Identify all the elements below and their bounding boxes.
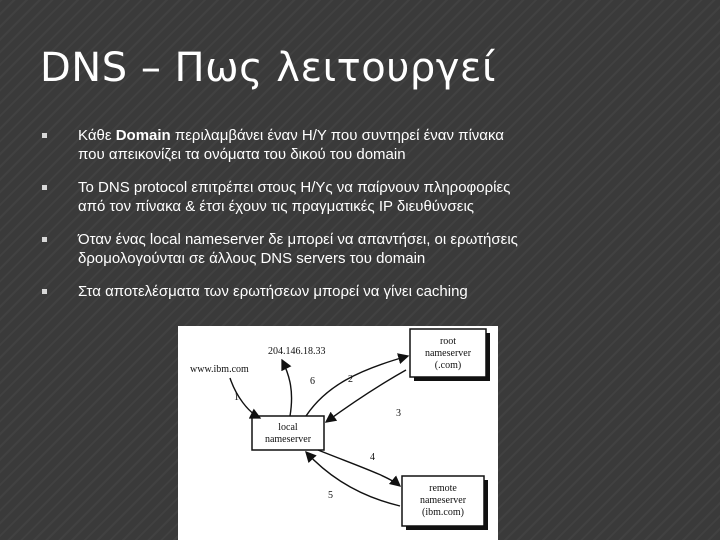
- step-label-4: 4: [370, 452, 375, 463]
- arrow-step-6: [282, 360, 292, 416]
- bullet-item: [40, 230, 680, 268]
- bullet-text: Στα αποτελέσματα των ερωτήσεων μπορεί να γίνει caching: [78, 283, 468, 300]
- bullet-marker: [42, 237, 47, 242]
- arrow-step-5: [306, 452, 400, 506]
- remote-label-3: (ibm.com): [422, 507, 464, 518]
- root-label-3: (.com): [434, 360, 462, 371]
- dns-diagram-svg: [178, 326, 498, 540]
- bullet-item: [40, 178, 680, 216]
- bullet-item: [40, 282, 680, 301]
- arrow-step-2: [306, 356, 408, 416]
- bullet-marker: [42, 185, 47, 190]
- root-label-2: nameserver: [424, 348, 472, 359]
- step-label-1: 1: [234, 392, 239, 403]
- slide-title: DNS – Πως λειτουργεί: [40, 45, 497, 91]
- remote-label-1: remote: [429, 483, 457, 494]
- remote-label-2: nameserver: [419, 495, 467, 506]
- bullet-text: Το DNS protocol επιτρέπει στους Η/Υς να παίρνουν πληροφορίες από τον πίνακα & έτσι έχουν τις πραγματικές IP διευθύνσεις: [78, 179, 511, 215]
- arrow-step-3: [326, 370, 406, 422]
- local-label-2: nameserver: [264, 434, 312, 445]
- local-label-1: local: [278, 422, 298, 433]
- bullet-list: [40, 126, 680, 315]
- root-label-1: root: [439, 336, 457, 347]
- bullet-text: Όταν ένας local nameserver δε μπορεί να απαντήσει, οι ερωτήσεις δρομολογούνται σε άλλους DNS servers του domain: [78, 231, 518, 267]
- step-label-2: 2: [348, 374, 353, 385]
- bullet-text: Κάθε Domain περιλαμβάνει έναν Η/Υ που συντηρεί έναν πίνακα που απεικονίζει τα ονόματα του δικού του domain: [78, 127, 504, 163]
- bullet-bold-text: Domain: [115, 127, 171, 144]
- dns-diagram: [178, 326, 498, 540]
- arrow-step-4: [318, 450, 400, 486]
- host-name-label: www.ibm.com: [190, 364, 249, 375]
- step-label-5: 5: [328, 490, 333, 501]
- bullet-marker: [42, 133, 47, 138]
- step-label-6: 6: [310, 376, 315, 387]
- bullet-marker: [42, 289, 47, 294]
- step-label-3: 3: [396, 408, 401, 419]
- ip-address-label: 204.146.18.33: [268, 346, 326, 357]
- bullet-item: [40, 126, 680, 164]
